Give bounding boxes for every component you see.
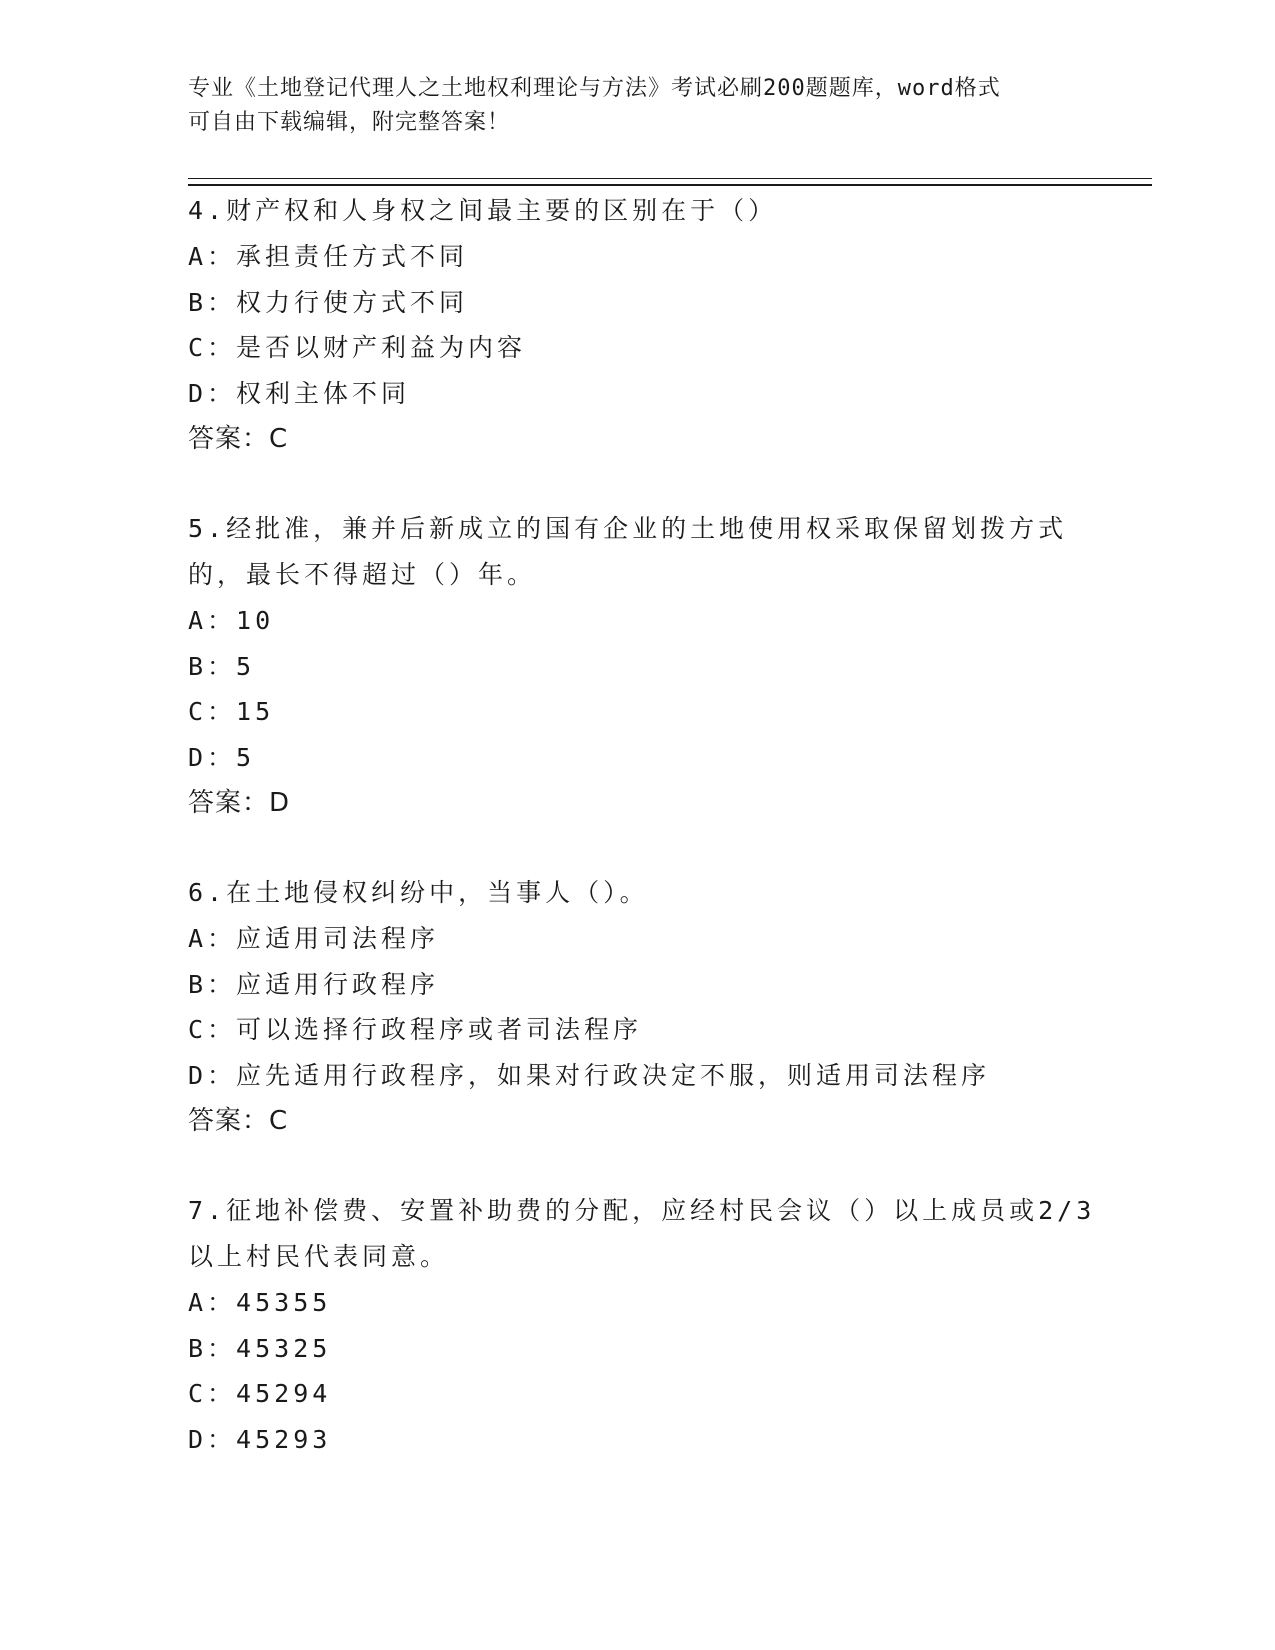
header-line-1: 专业《土地登记代理人之土地权利理论与方法》考试必刷200题题库，word格式	[188, 76, 1001, 101]
question-title-line-2: 以上村民代表同意。	[188, 1242, 450, 1271]
document-header	[188, 72, 1088, 140]
answer: 答案：C	[188, 1106, 289, 1136]
option-c: C：15	[188, 697, 275, 726]
question-title-line-1: 5.经批准，兼并后新成立的国有企业的土地使用权采取保留划拨方式	[188, 514, 1068, 543]
option-a: A：应适用司法程序	[188, 924, 440, 953]
question-spacer	[188, 826, 1108, 870]
option-d: D：应先适用行政程序，如果对行政决定不服，则适用司法程序	[188, 1060, 991, 1090]
question-list	[188, 188, 1108, 1462]
option-d: D：45293	[188, 1424, 332, 1454]
option-b: B：5	[188, 651, 256, 681]
question-7	[188, 1188, 1108, 1462]
header-divider	[188, 178, 1152, 186]
option-b: B：权力行使方式不同	[188, 287, 469, 317]
answer: 答案：D	[188, 788, 291, 818]
question-spacer	[188, 462, 1108, 506]
question-4	[188, 188, 1108, 462]
option-c: C：45294	[188, 1379, 332, 1408]
question-spacer	[188, 1144, 1108, 1188]
option-a: A：承担责任方式不同	[188, 242, 469, 271]
option-a: A：10	[188, 606, 275, 635]
option-d: D：5	[188, 742, 256, 772]
option-a: A：45355	[188, 1288, 332, 1317]
question-5	[188, 506, 1108, 826]
header-line-2: 可自由下载编辑，附完整答案！	[188, 110, 511, 135]
option-d: D：权利主体不同	[188, 378, 411, 408]
question-title: 4.财产权和人身权之间最主要的区别在于（）	[188, 196, 778, 225]
question-title-line-1: 7.征地补偿费、安置补助费的分配，应经村民会议（）以上成员或2/3	[188, 1196, 1096, 1225]
option-b: B：45325	[188, 1333, 332, 1363]
answer: 答案：C	[188, 424, 289, 454]
option-c: C：是否以财产利益为内容	[188, 333, 527, 362]
question-6	[188, 870, 1108, 1144]
question-title: 6.在土地侵权纠纷中，当事人（）。	[188, 878, 649, 907]
option-c: C：可以选择行政程序或者司法程序	[188, 1015, 643, 1044]
question-title-line-2: 的，最长不得超过（）年。	[188, 560, 537, 589]
option-b: B：应适用行政程序	[188, 969, 440, 999]
